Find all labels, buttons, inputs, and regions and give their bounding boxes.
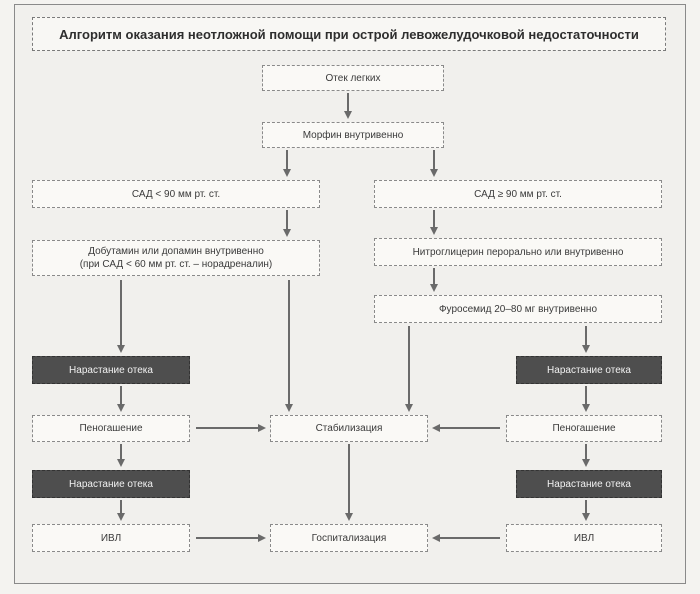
- node-antifoam-right: Пеногашение: [506, 415, 662, 442]
- node-morphine: Морфин внутривенно: [262, 122, 444, 148]
- diagram-title: Алгоритм оказания неотложной помощи при острой левожелудочковой недостаточности: [32, 17, 666, 51]
- node-sbp-low: САД < 90 мм рт. ст.: [32, 180, 320, 208]
- node-nitroglycerin: Нитроглицерин перорально или внутривенно: [374, 238, 662, 266]
- node-dobutamine-line1: Добутамин или допамин внутривенно: [88, 246, 264, 257]
- node-edema-increase-right-2: Нарастание отека: [516, 470, 662, 498]
- node-edema-increase-left-2: Нарастание отека: [32, 470, 190, 498]
- node-ventilation-left: ИВЛ: [32, 524, 190, 552]
- node-edema-increase-left-1: Нарастание отека: [32, 356, 190, 384]
- node-stabilization: Стабилизация: [270, 415, 428, 442]
- node-furosemide: Фуросемид 20–80 мг внутривенно: [374, 295, 662, 323]
- node-pulmonary-edema: Отек легких: [262, 65, 444, 91]
- node-hospitalization: Госпитализация: [270, 524, 428, 552]
- node-sbp-high: САД ≥ 90 мм рт. ст.: [374, 180, 662, 208]
- node-ventilation-right: ИВЛ: [506, 524, 662, 552]
- node-dobutamine-line2: (при САД < 60 мм рт. ст. – норадреналин): [79, 259, 273, 270]
- node-antifoam-left: Пеногашение: [32, 415, 190, 442]
- node-edema-increase-right-1: Нарастание отека: [516, 356, 662, 384]
